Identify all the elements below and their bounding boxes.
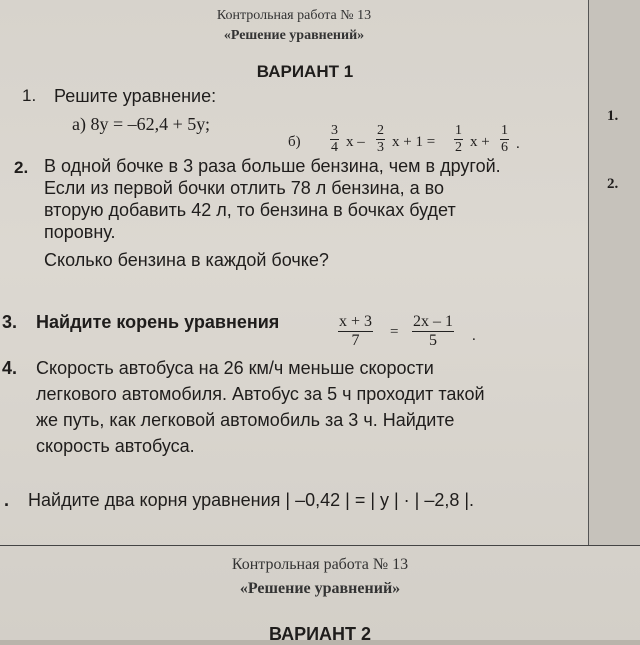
task-3-equals: = xyxy=(390,324,399,340)
fraction-2-3: $\frac{2}{3}$ xyxy=(377,123,384,155)
task-5-text: Найдите два корня уравнения | –0,42 | = | у | · | –2,8 |. xyxy=(28,490,475,510)
next-variant-heading: ВАРИАНТ 2 xyxy=(268,624,372,644)
task-5-number: . xyxy=(4,490,10,510)
task-2-line: вторую добавить 42 л, то бензина в бочках будет xyxy=(44,200,456,220)
task-3-text: Найдите корень уравнения xyxy=(36,312,280,332)
task-4-line: скорость автобуса. xyxy=(36,436,195,456)
fraction-x-plus-3-over-7: х + 3 7 xyxy=(339,313,373,349)
task-1-number: 1. xyxy=(22,86,37,105)
task-2-question: Сколько бензина в каждой бочке? xyxy=(44,250,329,270)
worksheet-subtitle: «Решение уравнений» xyxy=(223,28,365,43)
task-4-line: легкового автомобиля. Автобус за 5 ч проходит такой xyxy=(36,384,485,404)
next-worksheet-subtitle: «Решение уравнений» xyxy=(239,580,401,597)
task-1-b-part-3: х + xyxy=(470,134,490,150)
task-2-line: В одной бочке в 3 раза больше бензина, чем в другой. xyxy=(44,156,501,176)
task-1-part-a: а) 8у = –62,4 + 5у; xyxy=(72,114,211,134)
task-4-line: Скорость автобуса на 26 км/ч меньше скорости xyxy=(36,358,434,378)
task-2-line: поровну. xyxy=(44,222,116,242)
fraction-3-4: $\frac{3}{4}$ xyxy=(331,123,338,155)
task-1-text: Решите уравнение: xyxy=(54,86,217,106)
task-1-b-part-1: х – xyxy=(346,134,365,150)
task-3-end: . xyxy=(472,328,476,344)
next-worksheet-title: Контрольная работа № 13 xyxy=(231,556,409,573)
fraction-1-2: $\frac{1}{2}$ xyxy=(455,123,462,155)
worksheet-title: Контрольная работа № 13 xyxy=(216,8,372,23)
task-1-b-part-2: х + 1 = xyxy=(392,134,436,150)
section-divider xyxy=(0,545,640,546)
task-2-line: Если из первой бочки отлить 78 л бензина, а во xyxy=(44,178,444,198)
task-1-b-end: . xyxy=(516,136,520,152)
task-4-line: же путь, как легковой автомобиль за 3 ч. Найдите xyxy=(36,410,455,430)
fraction-1-6: $\frac{1}{6}$ xyxy=(501,123,508,155)
task-3-number: 3. xyxy=(2,312,18,332)
variant-heading: ВАРИАНТ 1 xyxy=(256,62,354,81)
task-1-part-b-label: б) xyxy=(288,134,301,150)
task-4-number: 4. xyxy=(2,358,18,378)
fraction-2x-minus-1-over-5: 2х – 1 5 xyxy=(413,313,453,349)
adjacent-task-2-number: 2. xyxy=(607,176,619,192)
adjacent-task-1-number: 1. xyxy=(607,108,619,124)
task-2-number: 2. xyxy=(14,158,29,177)
